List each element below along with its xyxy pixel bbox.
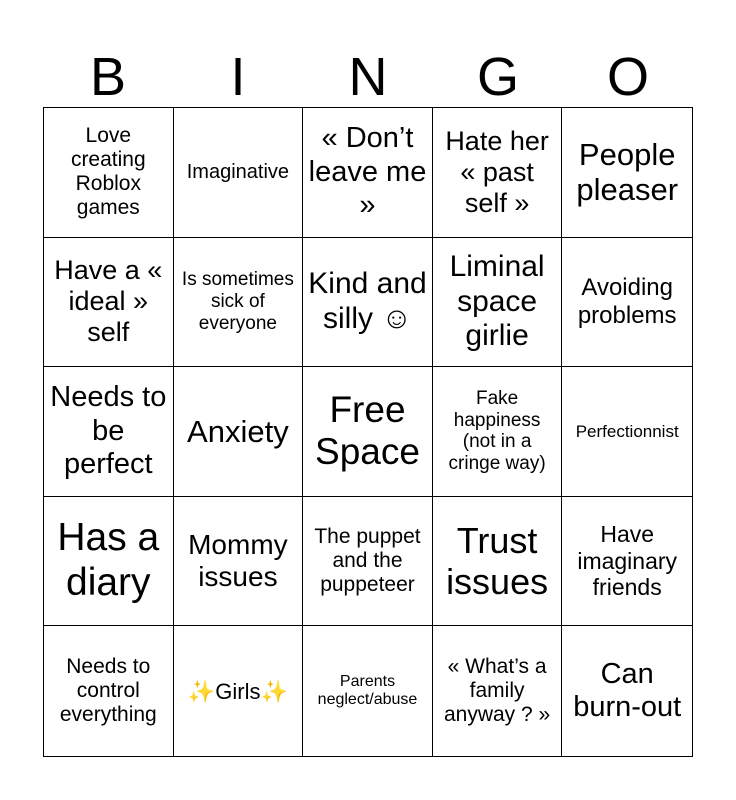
bingo-cell[interactable] (44, 497, 174, 627)
bingo-cell[interactable] (303, 238, 433, 368)
bingo-cell-text: Hate her « past self » (445, 125, 549, 218)
header-letter-o: O (606, 47, 649, 107)
bingo-cell[interactable] (562, 367, 692, 497)
bingo-cell-text: « What’s a family anyway ? » (443, 654, 551, 727)
bingo-cell-text: « Don’t leave me » (308, 122, 427, 221)
bingo-cell-text: Trust issues (446, 519, 549, 603)
bingo-cell-text: Have a « ideal » self (54, 255, 163, 348)
bingo-cell-text: Imaginative (186, 160, 290, 183)
bingo-cell[interactable] (303, 108, 433, 238)
bingo-cell[interactable] (174, 108, 304, 238)
bingo-cell-text: Have imaginary friends (577, 521, 678, 601)
bingo-cell[interactable] (303, 497, 433, 627)
bingo-cell[interactable] (44, 367, 174, 497)
bingo-cell[interactable] (174, 626, 304, 756)
bingo-cell[interactable] (303, 367, 433, 497)
bingo-cell-text: Liminal space girlie (449, 250, 545, 353)
bingo-board (43, 107, 693, 757)
header-letter-b: B (89, 47, 127, 107)
bingo-cell[interactable] (562, 626, 692, 756)
bingo-cell-text: Can burn-out (573, 657, 682, 724)
bingo-cell[interactable] (433, 497, 563, 627)
bingo-cell-text: Has a diary (57, 516, 160, 605)
bingo-cell-text: Needs to control everything (59, 654, 157, 727)
bingo-cell-text: Fake happiness (not in a cringe way) (448, 387, 546, 475)
bingo-cell[interactable] (562, 108, 692, 238)
bingo-cell[interactable] (44, 108, 174, 238)
bingo-cell[interactable] (433, 108, 563, 238)
bingo-cell-text: Perfectionnist (575, 421, 679, 441)
header-letter-i: I (230, 47, 246, 107)
bingo-cell-text: Love creating Roblox games (70, 124, 146, 220)
bingo-cell-text: Anxiety (187, 413, 289, 449)
bingo-cell-text: ✨Girls✨ (187, 678, 288, 704)
bingo-cell-text: Parents neglect/abuse (317, 672, 418, 709)
bingo-cell-text: Needs to be perfect (50, 381, 167, 481)
bingo-cell-text: Avoiding problems (577, 274, 677, 329)
bingo-cell-text: Kind and silly ☺ (308, 267, 427, 335)
bingo-cell[interactable] (174, 497, 304, 627)
bingo-cell[interactable] (44, 238, 174, 368)
bingo-cell[interactable] (174, 238, 304, 368)
bingo-cell-text: The puppet and the puppeteer (314, 524, 421, 597)
bingo-cell[interactable] (174, 367, 304, 497)
bingo-cell[interactable] (44, 626, 174, 756)
bingo-cell[interactable] (562, 238, 692, 368)
bingo-cell-text: People pleaser (576, 136, 679, 208)
bingo-cell[interactable] (433, 367, 563, 497)
bingo-cell[interactable] (303, 626, 433, 756)
bingo-header (43, 42, 693, 108)
bingo-cell[interactable] (433, 238, 563, 368)
header-letter-g: G (476, 47, 519, 107)
bingo-cell-text: Mommy issues (188, 528, 288, 593)
bingo-cell-text: Is sometimes sick of everyone (181, 269, 294, 334)
header-letter-n: N (348, 47, 388, 107)
bingo-cell-text: Free Space (315, 388, 420, 473)
bingo-cell[interactable] (562, 497, 692, 627)
bingo-cell[interactable] (433, 626, 563, 756)
